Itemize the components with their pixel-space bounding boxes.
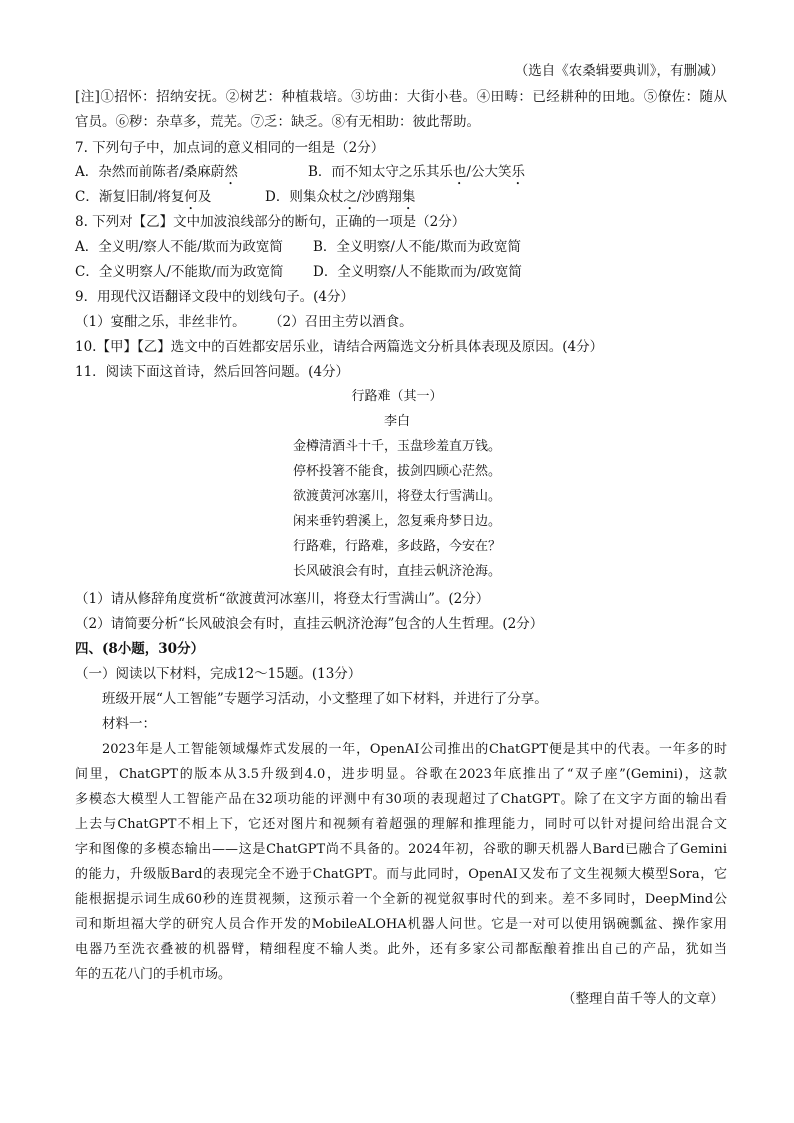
question-7-stem: 7. 下列句子中，加点词的意义相同的一组是（2分） (75, 140, 385, 156)
option-d-dotted-word-2: 集 (401, 189, 416, 205)
material-1-line: 司和斯坦福大学的研究人员合作开发的MobileALOHA机器人问世。它是一对可以使用锅碗瓢盆、操作家用 (75, 917, 727, 932)
option-a-dotted-word: 然 (224, 164, 238, 180)
option-d-dotted-word: 之 (343, 189, 357, 205)
option-d-text: D．则集众杖 (265, 189, 344, 205)
question-8-stem: 8. 下列对【乙】文中加波浪线部分的断句，正确的一项是（2分） (75, 214, 466, 230)
material-1-line: 电器乃至洗衣叠被的机器臂，精细程度不输人类。此外，还有多家公司都酝酿着推出自己的产品，犹如当 (75, 942, 727, 957)
question-9-sentence-1: （1）宴酣之乐，非丝非竹。 (75, 314, 246, 330)
material-1-line: 的能力，升级版Bard的表现完全不逊于ChatGPT。而与此同时，OpenAI又发布了文生视频大模型Sora，它 (75, 867, 727, 882)
poem-author: 李白 (383, 414, 410, 429)
poem-line: 行路难，行路难，多歧路，今安在？ (292, 539, 501, 554)
part-1-instruction: （一）阅读以下材料，完成12～15题。(13分） (75, 666, 362, 682)
question-8-option-a: A．全义明/察人不能/欺而为政宽简 (75, 239, 283, 255)
question-11-part-1: （1）请从修辞角度赏析“欲渡黄河冰塞川，将登太行雪满山”。(2分） (75, 591, 490, 607)
source-citation-top: （选自《农桑辑要典训》，有删减） (514, 63, 724, 79)
poem-line: 长风破浪会有时，直挂云帆济沧海。 (292, 564, 501, 579)
question-8-option-c: C．全义明察人/不能欺/而为政宽简 (75, 264, 284, 280)
question-7-option-b (308, 163, 525, 188)
material-1-line: 间里，ChatGPT的版本从3.5升级到4.0，进步明显。谷歌在2023年底推出了“双子座”(Gemini)，这款 (75, 767, 727, 782)
question-9-sentence-2: （2）召田主劳以酒食。 (269, 314, 413, 330)
option-d-text-2: /沙鸥翔 (356, 189, 402, 205)
question-7-option-d (265, 188, 415, 213)
activity-intro: 班级开展“人工智能”专题学习活动，小文整理了如下材料，并进行了分享。 (102, 691, 548, 707)
poem-line: 欲渡黄河冰塞川，将登太行雪满山。 (292, 489, 501, 504)
material-1-label: 材料一： (102, 716, 156, 732)
question-9-stem: 9．用现代汉语翻译文段中的划线句子。(4分） (75, 289, 354, 305)
question-11-part-2: （2）请简要分析“长风破浪会有时，直挂云帆济沧海”包含的人生哲理。(2分） (75, 616, 544, 632)
poem-line: 停杯投箸不能食，拔剑四顾心茫然。 (292, 464, 501, 479)
material-1-line: 能根据提示词生成60秒的连贯视频，这预示着一个全新的视觉叙事时代的到来。差不多同时，DeepMind公 (75, 892, 727, 907)
question-8-option-b: B．全义明察/人不能/欺而为政宽简 (313, 239, 522, 255)
notes-line-2: 官员。⑥秽：杂草多，荒芜。⑦乏：缺乏。⑧有无相助：彼此帮助。 (75, 114, 480, 130)
option-b-text-2: /公大笑 (466, 164, 512, 180)
poem-title: 行路难（其一） (351, 389, 443, 404)
option-c-dotted-word: 何 (184, 189, 198, 205)
option-b-dotted-word: 也 (452, 164, 467, 180)
material-1-line: 2023年是人工智能领域爆炸式发展的一年，OpenAI公司推出的ChatGPT便是其中的代表。一年多的时 (102, 742, 728, 757)
poem-line: 金樽清酒斗十千，玉盘珍羞直万钱。 (292, 439, 501, 454)
option-c-text: C．渐复旧制/将复 (75, 189, 185, 205)
material-1-line: 年的五花八门的手机市场。 (75, 967, 232, 982)
option-c-text-2: 及 (197, 189, 212, 205)
material-1-line: 多模态大模型人工智能产品在32项功能的评测中有30项的表现超过了ChatGPT。除了在文字方面的输出看 (75, 792, 727, 807)
option-a-text: A．杂然而前陈者/桑麻蔚 (75, 164, 225, 180)
question-7-option-c (75, 188, 211, 213)
source-citation-bottom: （整理自苗千等人的文章） (562, 991, 724, 1007)
option-b-text: B．而不知太守之乐其乐 (308, 164, 453, 180)
question-7-option-a (75, 163, 238, 188)
question-10: 10.【甲】【乙】选文中的百姓都安居乐业，请结合两篇选文分析具体表现及原因。(4分） (75, 339, 604, 355)
material-1-line: 上去与ChatGPT不相上下，它还对图片和视频有着超强的理解和推理能力，同时可以针对提问给出混合文 (75, 817, 727, 832)
material-1-line: 字和图像的多模态输出——这是ChatGPT尚不具备的。2024年初，谷歌的聊天机器人Bard已融合了Gemini (75, 842, 727, 857)
section-4-heading: 四、(8小题，30分） (75, 641, 205, 657)
option-b-dotted-word-2: 乐 (511, 164, 525, 180)
poem-line: 闲来垂钓碧溪上，忽复乘舟梦日边。 (292, 514, 501, 529)
question-8-option-d: D．全义明察/人不能欺而为/政宽简 (313, 264, 522, 280)
notes-line-1: [注]①招怀：招纳安抚。②树艺：种植栽培。③坊曲：大街小巷。④田畴：已经耕种的田地。⑤僚佐：随从 (75, 89, 727, 105)
question-11-stem: 11．阅读下面这首诗，然后回答问题。(4分） (75, 364, 350, 380)
